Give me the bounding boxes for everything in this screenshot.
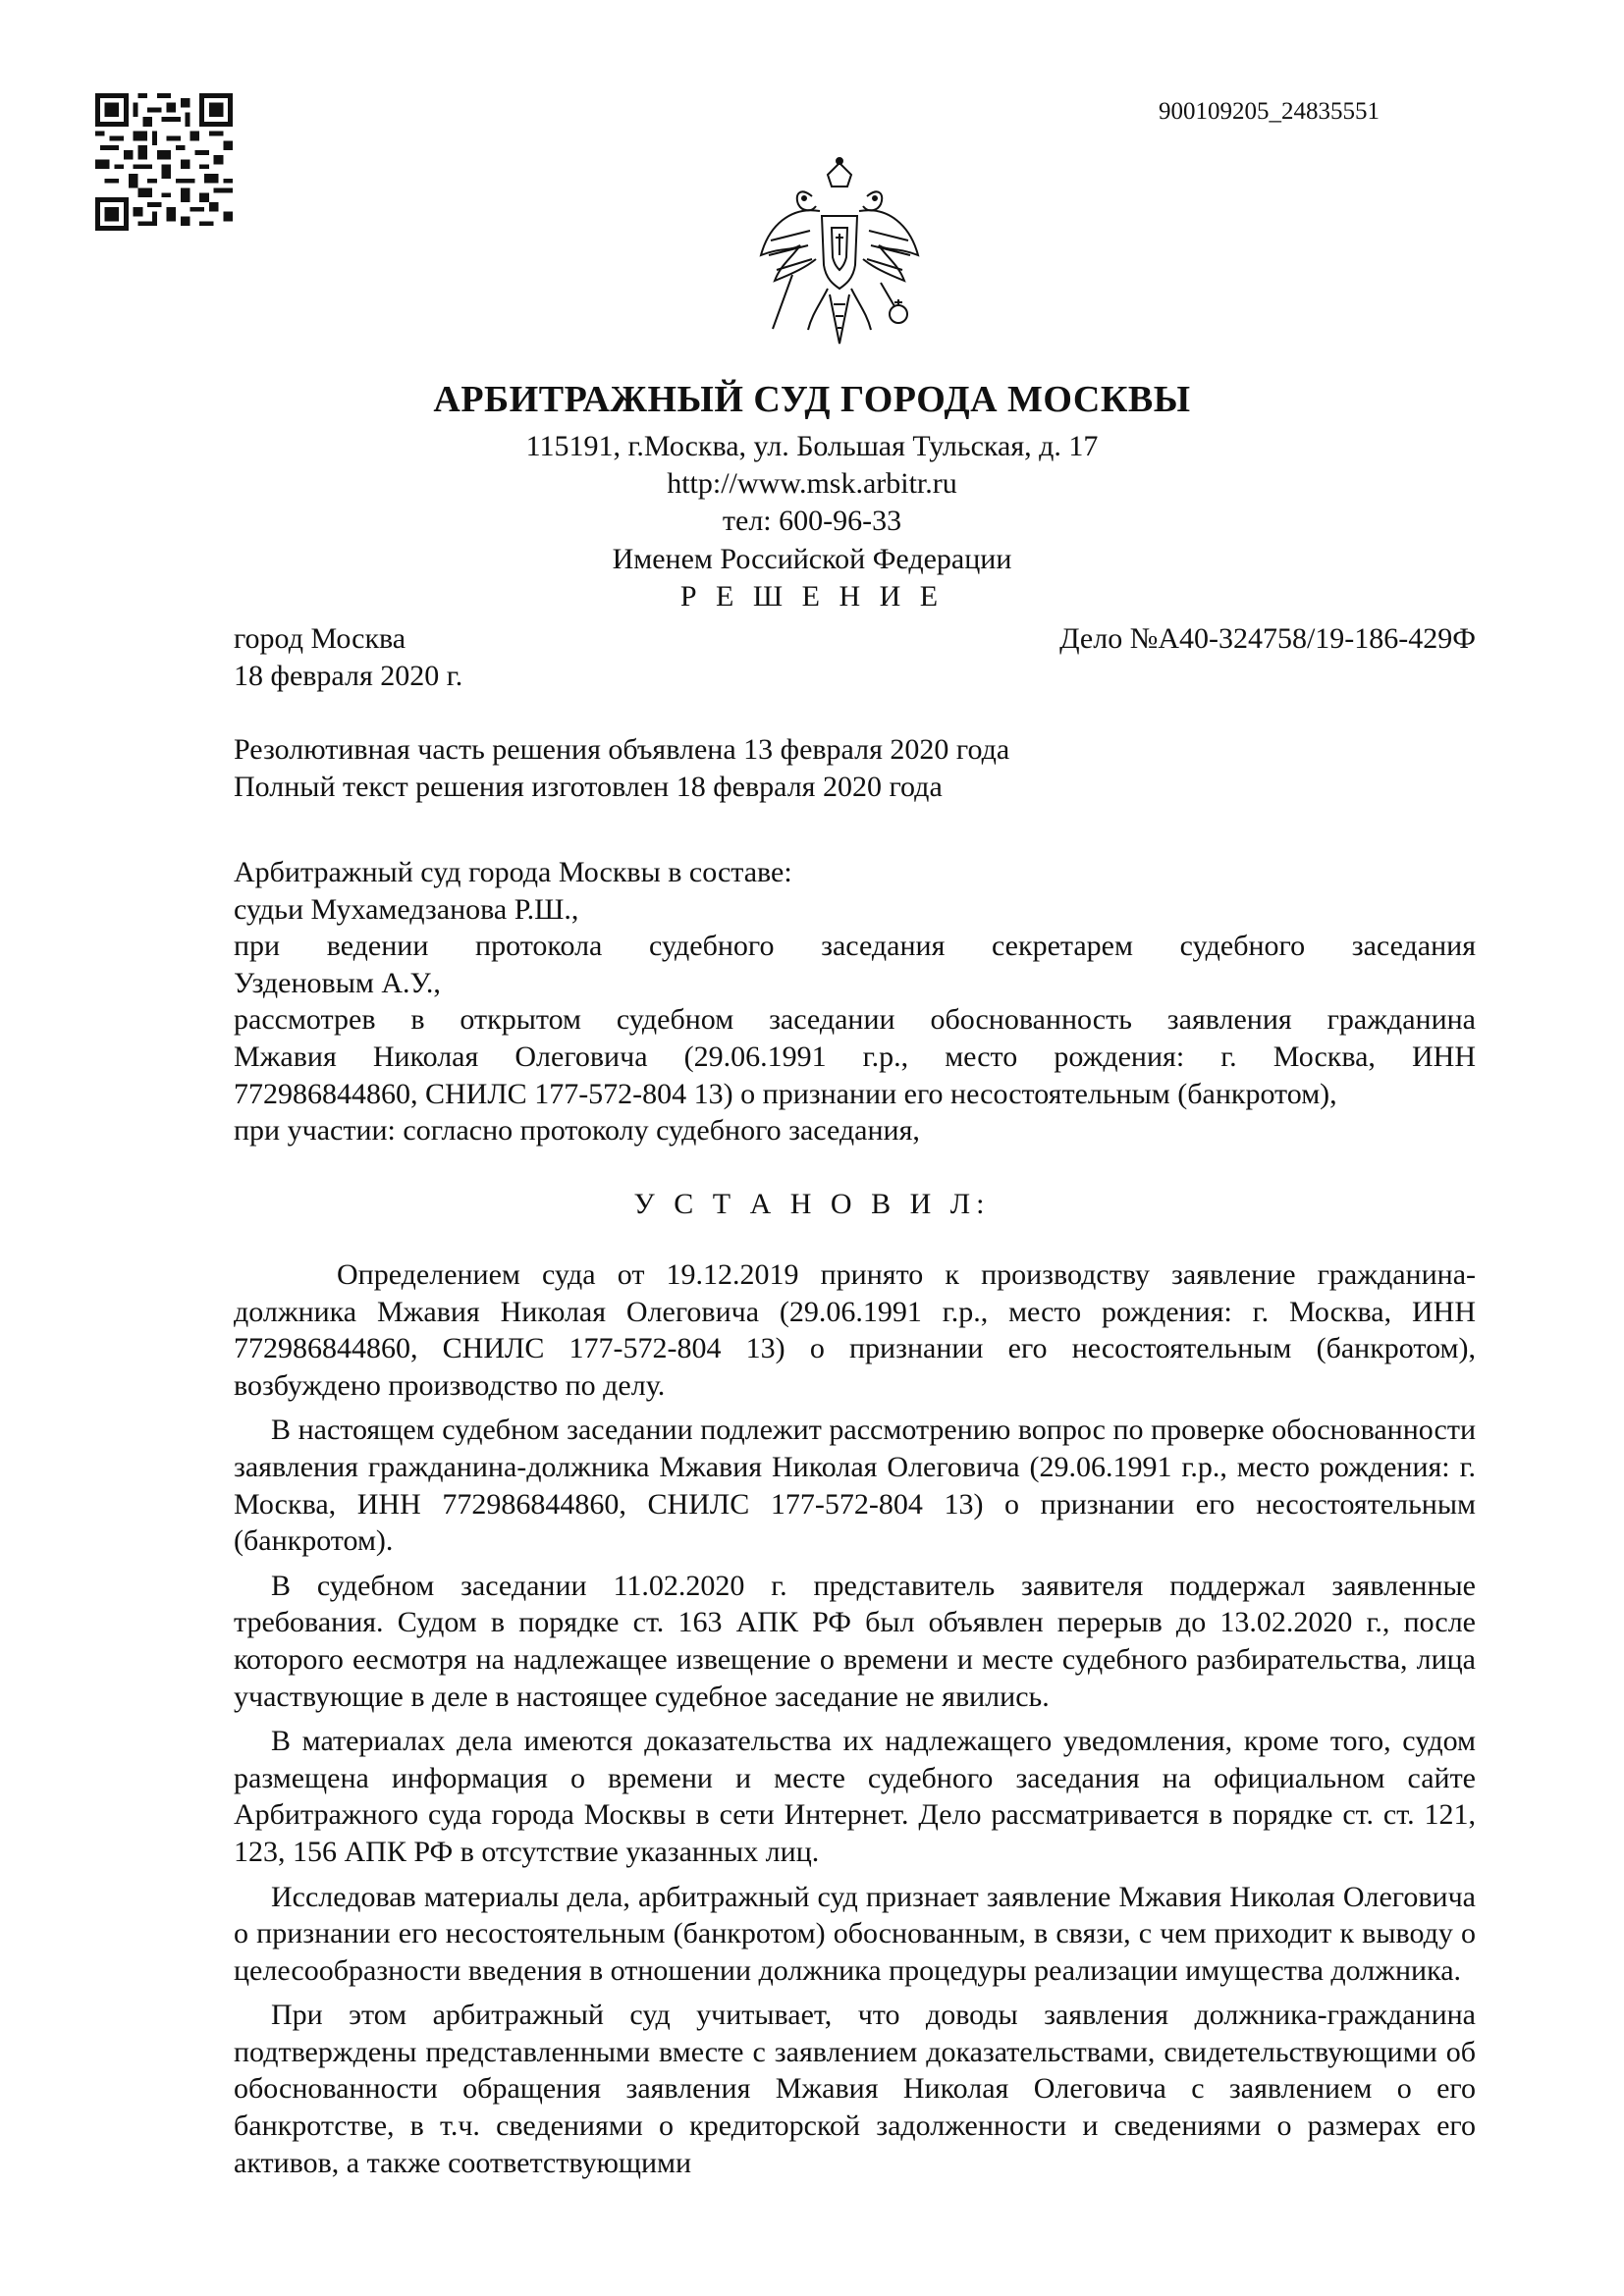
paragraph: В материалах дела имеются доказательства их надлежащего уведомления, кроме того, судом размещена информация о времени и месте судебного заседания на официальном сайте Арбитражного суда города Москвы в сети Интернет. Дело рассматривается в порядке ст. ст. 121, 123, 156 АПК РФ в отсутствие указанных лиц.: [234, 1725, 1476, 1868]
composition-line: рассмотрев в открытом судебном заседании обоснованность заявления гражданина: [234, 1003, 1476, 1037]
paragraph: Определением суда от 19.12.2019 принято к производству заявление гражданина-должника Мжавия Николая Олеговича (29.06.1991 г.р., место рождения: г. Москва, ИНН 772986844860, СНИЛС 177-572-804 13) о признании его несостоятельным (банкротом), возбуждено производство по делу.: [234, 1258, 1476, 1402]
composition-line: 772986844860, СНИЛС 177-572-804 13) о признании его несостоятельным (банкротом),: [234, 1077, 1337, 1110]
composition-line: Арбитражный суд города Москвы в составе:: [234, 856, 792, 888]
paragraph: В настоящем судебном заседании подлежит рассмотрению вопрос по проверке обоснованности заявления гражданина-должника Мжавия Николая Олеговича (29.06.1991 г.р., место рождения: г. Москва, ИНН 772986844860, СНИЛС 177-572-804 13) о признании его несостоятельным (банкротом).: [234, 1414, 1476, 1558]
name-of-federation: Именем Российской Федерации: [612, 543, 1012, 575]
court-composition-block: [234, 854, 1476, 1149]
case-number: Дело №А40-324758/19-186-429Ф: [1059, 622, 1476, 655]
resolution-announced-line: Резолютивная часть решения объявлена 13 февраля 2020 года: [234, 733, 1010, 766]
document-type: Р Е Ш Е Н И Е: [679, 580, 945, 613]
composition-line: Мжавия Николая Олеговича (29.06.1991 г.р., место рождения: г. Москва, ИНН: [234, 1040, 1476, 1073]
composition-line: при участии: согласно протоколу судебного заседания,: [234, 1114, 920, 1148]
composition-line: Узденовым А.У.,: [234, 966, 441, 999]
decision-dates-block: [234, 731, 1476, 805]
qr-code-icon: [95, 93, 233, 231]
paragraph: В судебном заседании 11.02.2020 г. представитель заявителя поддержал заявленные требования. Судом в порядке ст. 163 АПК РФ был объявлен перерыв до 13.02.2020 г., после которого еесмотря на надлежащее извещение о времени и месте судебного разбирательства, лица участвующие в деле в настоящее судебное заседание не явились.: [234, 1569, 1476, 1713]
composition-line: судьи Мухамедзанова Р.Ш.,: [234, 892, 579, 926]
established-heading: У С Т А Н О В И Л:: [633, 1188, 991, 1220]
paragraph: Исследовав материалы дела, арбитражный суд признает заявление Мжавия Николая Олеговича о признании его несостоятельным (банкротом) обоснованным, в связи, с чем приходит к выводу о целесообразности введения в отношении должника процедуры реализации имущества должника.: [234, 1880, 1476, 1987]
court-address: 115191, г.Москва, ул. Большая Тульская, д. 17: [525, 430, 1099, 462]
paragraph: При этом арбитражный суд учитывает, что доводы заявления должника-гражданина подтверждены представленными вместе с заявлением доказательствами, свидетельствующими об обоснованности обращения заявления Мжавия Николая Олеговича с заявлением о его банкротстве, в т.ч. сведениями о кредиторской задолженности и сведениями о размерах его активов, а также соответствующими: [234, 1999, 1476, 2179]
full-text-line: Полный текст решения изготовлен 18 февраля 2020 года: [234, 770, 943, 803]
court-website-link[interactable]: http://www.msk.arbitr.ru: [667, 467, 957, 500]
city: город Москва: [234, 622, 406, 655]
document-id: 900109205_24835551: [1159, 98, 1380, 125]
decision-body: [234, 1256, 1476, 2189]
double-headed-eagle-emblem-icon: [751, 157, 928, 353]
composition-line: при ведении протокола судебного заседания секретарем судебного заседания: [234, 930, 1476, 963]
court-phone: тел: 600-96-33: [722, 505, 902, 537]
court-name: АРБИТРАЖНЫЙ СУД ГОРОДА МОСКВЫ: [433, 379, 1191, 420]
decision-date: 18 февраля 2020 г.: [234, 660, 463, 692]
city-case-row: [234, 622, 1476, 656]
